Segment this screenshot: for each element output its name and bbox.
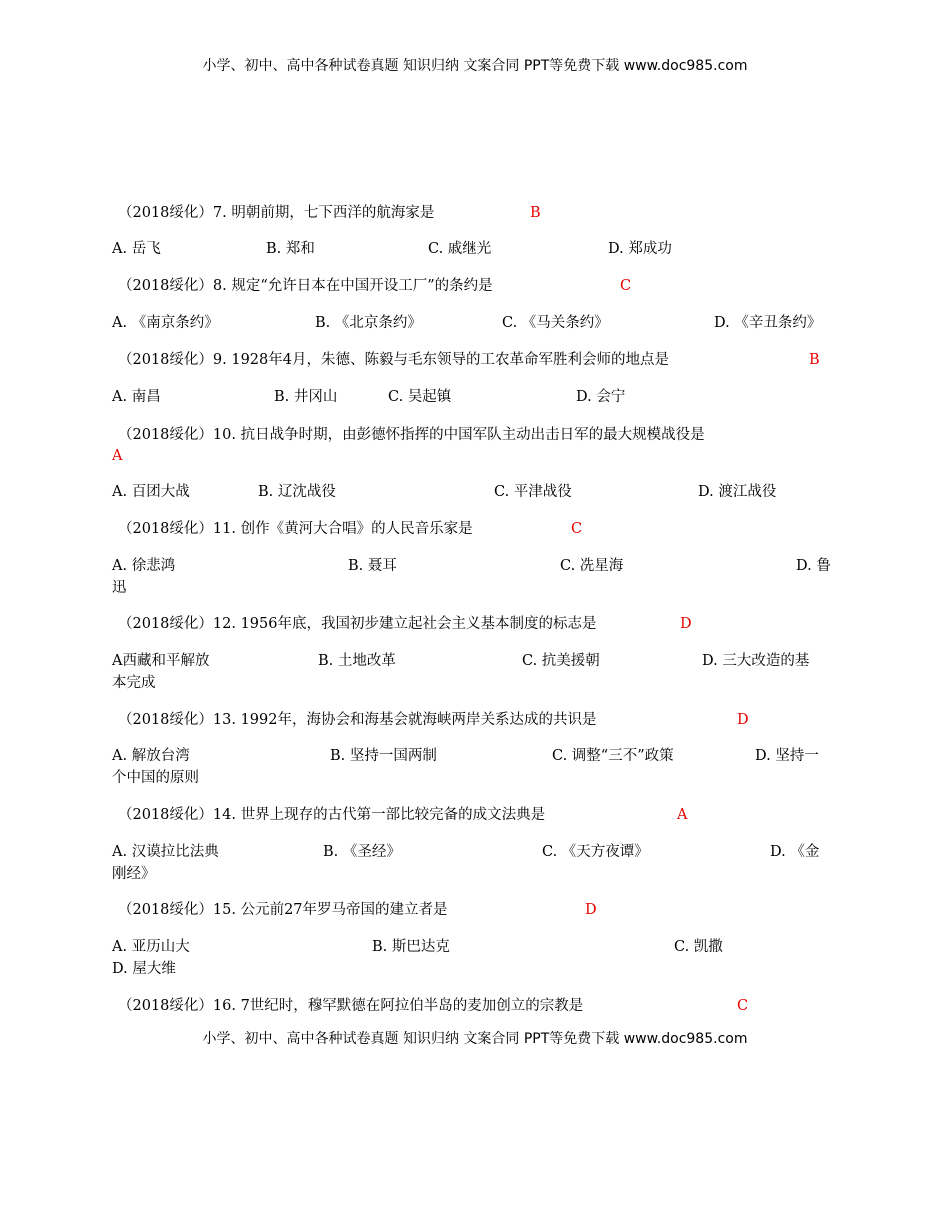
answer-key: D [680,616,692,632]
question-stem: （2018绥化）9. 1928年4月，朱德、陈毅与毛东领导的工农革命军胜利会师的地点是 [118,352,669,368]
option-d-wrap: 个中国的原则 [112,770,199,786]
answer-key: B [530,205,541,221]
option-c: C. 《马关条约》 [502,315,609,331]
option-c: C. 凯撒 [674,939,723,955]
option-b: B. 井冈山 [274,389,338,405]
answer-key: C [571,521,583,537]
option-a: A. 百团大战 [112,484,190,500]
option-a: A西藏和平解放 [112,653,210,669]
option-d: D. 《金 [770,844,820,860]
option-c: C. 调整“三不”政策 [552,748,674,764]
option-d: D. 渡江战役 [698,484,777,500]
option-a: A. 亚历山大 [112,939,190,955]
option-c: C. 《天方夜谭》 [542,844,649,860]
option-d: D. 《辛丑条约》 [714,315,822,331]
option-d-wrap: 刚经》 [112,866,156,882]
option-c: C. 戚继光 [428,241,492,257]
answer-key: C [620,278,632,294]
option-c: C. 吴起镇 [388,389,452,405]
answer-key: A [677,807,688,823]
answer-key: D [737,712,749,728]
answer-key: B [809,352,820,368]
option-b: B. 《北京条约》 [315,315,422,331]
option-b: B. 辽沈战役 [258,484,336,500]
answer-key: D [585,902,597,918]
question-stem: （2018绥化）14. 世界上现存的古代第一部比较完备的成文法典是 [118,807,546,823]
question-stem: （2018绥化）11. 创作《黄河大合唱》的人民音乐家是 [118,521,473,537]
question-stem: （2018绥化）10. 抗日战争时期，由彭德怀指挥的中国军队主动出击日军的最大规模战役是 [118,427,705,443]
option-d-wrap: 本完成 [112,675,156,691]
page-header: 小学、初中、高中各种试卷真题 知识归纳 文案合同 PPT等免费下载 www.doc985.com [202,58,748,74]
option-b: B. 斯巴达克 [372,939,450,955]
option-a: A. 岳飞 [112,241,161,257]
option-a: A. 徐悲鸿 [112,558,176,574]
answer-key: A [112,448,123,464]
question-stem: （2018绥化）16. 7世纪时，穆罕默德在阿拉伯半岛的麦加创立的宗教是 [118,998,584,1014]
option-b: B. 郑和 [266,241,315,257]
option-d: D. 三大改造的基 [702,653,810,669]
question-stem: （2018绥化）7. 明朝前期，七下西洋的航海家是 [118,205,435,221]
option-d-wrap: 迅 [112,580,127,596]
page-footer: 小学、初中、高中各种试卷真题 知识归纳 文案合同 PPT等免费下载 www.doc985.com [202,1031,748,1047]
option-b: B. 土地改革 [318,653,396,669]
question-stem: （2018绥化）15. 公元前27年罗马帝国的建立者是 [118,902,448,918]
option-c: C. 冼星海 [560,558,624,574]
option-d: D. 坚持一 [755,748,819,764]
option-a: A. 《南京条约》 [112,315,219,331]
answer-key: C [737,998,749,1014]
option-d: D. 鲁 [796,558,831,574]
option-d: D. 屋大维 [112,961,176,977]
option-b: B. 坚持一国两制 [330,748,437,764]
question-stem: （2018绥化）12. 1956年底，我国初步建立起社会主义基本制度的标志是 [118,616,597,632]
option-b: B. 《圣经》 [323,844,401,860]
option-d: D. 会宁 [576,389,626,405]
option-b: B. 聂耳 [348,558,397,574]
option-a: A. 解放台湾 [112,748,190,764]
option-c: C. 抗美援朝 [522,653,600,669]
option-a: A. 南昌 [112,389,161,405]
question-stem: （2018绥化）13. 1992年，海协会和海基会就海峡两岸关系达成的共识是 [118,712,597,728]
option-d: D. 郑成功 [608,241,672,257]
option-c: C. 平津战役 [494,484,572,500]
option-a: A. 汉谟拉比法典 [112,844,219,860]
question-stem: （2018绥化）8. 规定“允许日本在中国开设工厂”的条约是 [118,278,493,294]
